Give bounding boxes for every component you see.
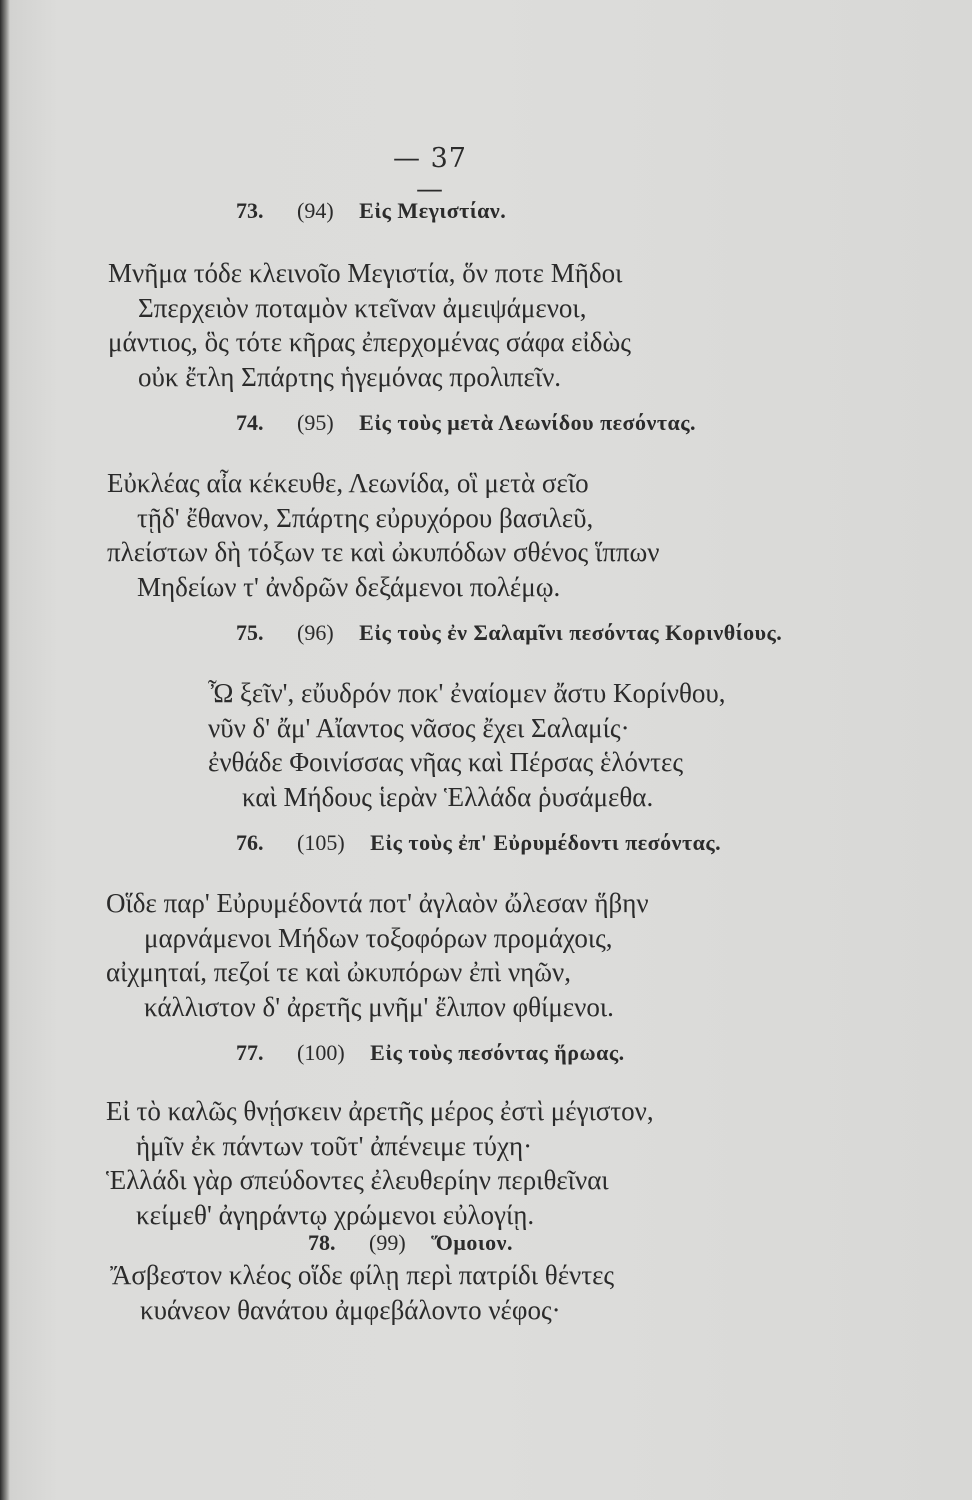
- epigram-verse-75: [208, 676, 726, 814]
- epigram-verse-78: [110, 1258, 614, 1327]
- verse-line: αἰχμηταί, πεζοί τε καὶ ὠκυπόρων ἐπὶ νηῶν,: [106, 957, 571, 987]
- verse-line: Μηδείων τ' ἀνδρῶν δεξάμενοι πολέμῳ.: [137, 571, 561, 602]
- epigram-verse-74: [107, 466, 659, 604]
- epigram-number: 78.: [308, 1230, 336, 1255]
- verse-line: τῇδ' ἔθανον, Σπάρτης εὐρυχόρου βασιλεῦ,: [137, 502, 594, 533]
- verse-line: Εἰ τὸ καλῶς θνῄσκειν ἀρετῆς μέρος ἐστὶ μέγιστον,: [106, 1096, 654, 1126]
- page-spine-shadow: [0, 0, 10, 1500]
- epigram-title: Εἰς τοὺς ἐπ' Εὐρυμέδοντι πεσόντας.: [370, 830, 722, 855]
- epigram-title: Εἰς τοὺς μετὰ Λεωνίδου πεσόντας.: [359, 410, 697, 435]
- verse-line: νῦν δ' ἄμ' Αἴαντος νᾶσος ἔχει Σαλαμίς·: [208, 712, 630, 743]
- epigram-heading-73: [236, 198, 506, 224]
- verse-line: Σπερχειὸν ποταμὸν κτεῖναν ἀμειψάμενοι,: [138, 292, 587, 323]
- verse-line: κείμεθ' ἀγηράντῳ χρώμενοι εὐλογίῃ.: [136, 1199, 535, 1230]
- epigram-title: Εἰς Μεγιστίαν.: [359, 198, 507, 223]
- verse-line: μάντιος, ὃς τότε κῆρας ἐπερχομένας σάφα εἰδὼς: [108, 327, 631, 357]
- epigram-number: 74.: [236, 410, 264, 435]
- epigram-title: Εἰς τοὺς ἐν Σαλαμῖνι πεσόντας Κορινθίους.: [359, 620, 783, 645]
- verse-line: καὶ Μήδους ἱερὰν Ἑλλάδα ῥυσάμεθα.: [242, 781, 654, 812]
- epigram-number: 75.: [236, 620, 264, 645]
- epigram-number: 73.: [236, 198, 264, 223]
- verse-line: Ἄσβεστον κλέος οἵδε φίλῃ περὶ πατρίδι θέντες: [110, 1260, 615, 1290]
- epigram-number: 77.: [236, 1040, 264, 1065]
- epigram-ref: (105): [297, 830, 345, 855]
- epigram-ref: (95): [297, 410, 334, 435]
- epigram-heading-75: [236, 620, 782, 646]
- epigram-ref: (99): [369, 1230, 406, 1255]
- verse-line: οὐκ ἔτλη Σπάρτης ἡγεμόνας προλιπεῖν.: [138, 361, 562, 392]
- verse-line: Ἑλλάδι γὰρ σπεύδοντες ἐλευθερίην περιθεῖναι: [106, 1165, 609, 1195]
- verse-line: Μνῆμα τόδε κλεινοῖο Μεγιστία, ὅν ποτε Μῆδοι: [108, 258, 623, 288]
- verse-line: κάλλιστον δ' ἀρετῆς μνῆμ' ἔλιπον φθίμενοι.: [144, 991, 614, 1022]
- epigram-verse-76: [106, 886, 649, 1024]
- verse-line: Οἵδε παρ' Εὐρυμέδοντά ποτ' ἀγλαὸν ὤλεσαν ἥβην: [106, 888, 649, 918]
- epigram-heading-76: [236, 830, 721, 856]
- verse-line: κυάνεον θανάτου ἀμφεβάλοντο νέφος·: [140, 1294, 561, 1325]
- epigram-heading-74: [236, 410, 696, 436]
- epigram-title: Ὅμοιον.: [431, 1230, 514, 1255]
- epigram-title: Εἰς τοὺς πεσόντας ἥρωας.: [370, 1040, 625, 1065]
- epigram-ref: (100): [297, 1040, 345, 1065]
- page-number: — 37 —: [393, 143, 467, 205]
- epigram-ref: (96): [297, 620, 334, 645]
- verse-line: πλείστων δὴ τόξων τε καὶ ὠκυπόδων σθένος ἵππων: [107, 537, 660, 567]
- verse-line: Ὦ ξεῖν', εὔυδρόν ποκ' ἐναίομεν ἄστυ Κορίνθου,: [208, 678, 726, 708]
- epigram-ref: (94): [297, 198, 334, 223]
- verse-line: μαρνάμενοι Μήδων τοξοφόρων προμάχοις,: [144, 922, 613, 953]
- verse-line: ἐνθάδε Φοινίσσας νῆας καὶ Πέρσας ἑλόντες: [208, 747, 684, 777]
- epigram-heading-77: [236, 1040, 625, 1066]
- epigram-number: 76.: [236, 830, 264, 855]
- epigram-verse-73: [108, 256, 631, 394]
- epigram-verse-77: [106, 1094, 654, 1232]
- verse-line: ἡμῖν ἐκ πάντων τοῦτ' ἀπένειμε τύχη·: [136, 1130, 533, 1161]
- epigram-heading-78: [308, 1230, 513, 1256]
- verse-line: Εὐκλέας αἶα κέκευθε, Λεωνίδα, οἳ μετὰ σεῖο: [107, 468, 589, 498]
